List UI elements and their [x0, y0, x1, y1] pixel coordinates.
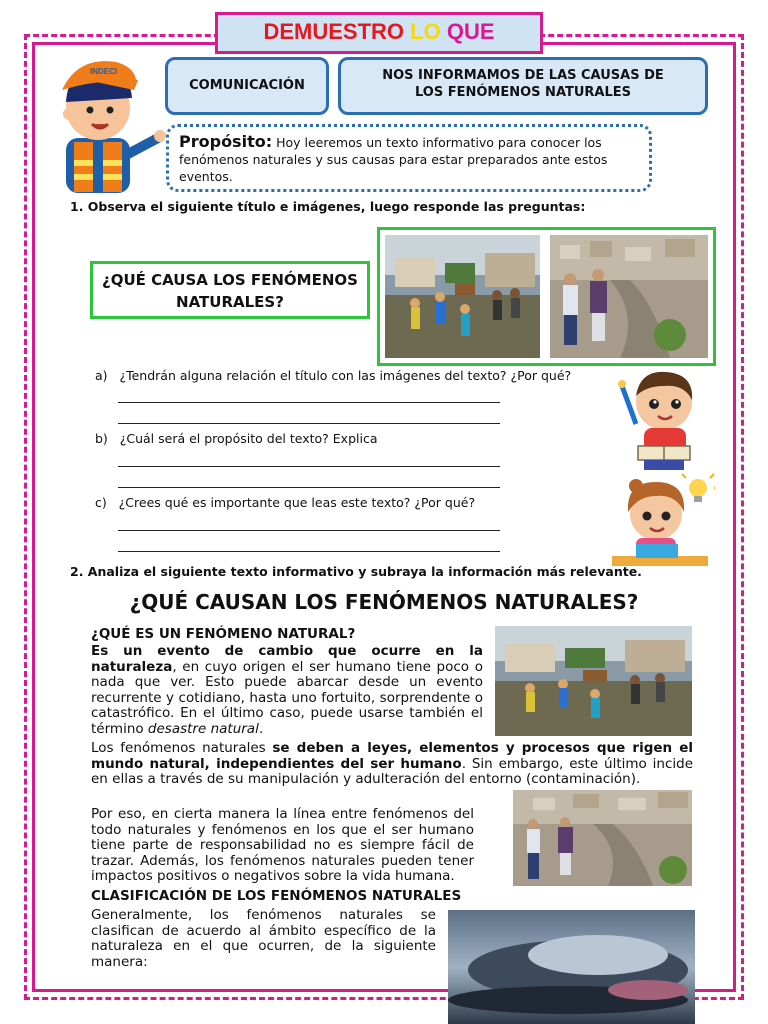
question-b-text: ¿Cuál será el propósito del texto? Explica: [119, 431, 378, 446]
rescue-worker-mascot-icon: [38, 50, 168, 195]
paragraph-definition: [91, 644, 483, 737]
topic-box: [338, 57, 708, 115]
question-title-box: [90, 261, 370, 319]
answer-line[interactable]: [118, 402, 500, 403]
answer-line[interactable]: [118, 487, 500, 488]
boy-reading-icon: [616, 366, 704, 472]
storm-cloud-photo-icon: [448, 910, 695, 1024]
paragraph-definition-end: .: [258, 720, 264, 737]
title-word-2: LO: [410, 19, 441, 44]
question-c-letter: c): [95, 495, 107, 510]
answer-line[interactable]: [118, 466, 500, 467]
paragraph-causes-rest: . Sin embargo, este último incide en ellas a través de su manipulación y adulteración del entorno (contaminación).: [91, 755, 693, 787]
subheading-classification: CLASIFICACIÓN DE LOS FENÓMENOS NATURALES: [91, 888, 462, 904]
paragraph-definition-italic: desastre natural: [147, 720, 259, 737]
question-title-line-2: NATURALES?: [176, 293, 284, 311]
title-banner: [215, 12, 543, 54]
purpose-box: [166, 124, 652, 192]
question-b-letter: b): [95, 431, 108, 446]
question-c-text: ¿Crees qué es importante que leas este texto? ¿Por qué?: [118, 495, 476, 510]
title-word-1: DEMUESTRO: [263, 19, 405, 44]
answer-line[interactable]: [118, 530, 500, 531]
topic-line-1: NOS INFORMAMOS DE LAS CAUSAS DE: [382, 68, 664, 83]
flood-photo-icon: [495, 626, 692, 736]
landslide-photo-icon: [550, 235, 708, 358]
purpose-label: Propósito:: [179, 132, 273, 151]
answer-line[interactable]: [118, 551, 500, 552]
question-a-text: ¿Tendrán alguna relación el título con las imágenes del texto? ¿Por qué?: [119, 368, 572, 383]
purpose-text: Hoy leeremos un texto informativo para conocer los fenómenos naturales y sus causas para estar preparados ante estos eventos.: [179, 135, 608, 184]
paragraph-causes-bold: se deben a leyes, elementos y procesos que rigen el mundo natural, independientes del ser humano: [91, 740, 693, 772]
question-a-letter: a): [95, 368, 108, 383]
subheading-definition: ¿QUÉ ES UN FENÓMENO NATURAL?: [91, 626, 356, 642]
paragraph-definition-bold: Es un evento de cambio que ocurre en la naturaleza: [91, 643, 483, 675]
section1-instruction: 1. Observa el siguiente título e imágenes, luego responde las preguntas:: [70, 199, 586, 214]
question-c: [95, 495, 475, 510]
topic-line-2: LOS FENÓMENOS NATURALES: [414, 85, 632, 100]
paragraph-responsibility: Por eso, en cierta manera la línea entre fenómenos del todo naturales y fenómenos en los que el ser humano tiene parte de responsabilidad no es siempre fácil de trazar. Además, los fenómenos naturales pueden tener impactos positivos o negativos sobre la vida humana.: [91, 806, 474, 884]
article-heading: ¿QUÉ CAUSAN LOS FENÓMENOS NATURALES?: [129, 590, 639, 614]
question-title-line-1: ¿QUÉ CAUSA LOS FENÓMENOS: [102, 271, 358, 289]
svg-text:INDECI: INDECI: [90, 67, 118, 76]
question-a: [95, 368, 571, 383]
landslide-photo-icon: [513, 790, 692, 886]
paragraph-causes-start: Los fenómenos naturales: [91, 740, 273, 756]
girl-idea-icon: [610, 472, 715, 572]
answer-line[interactable]: [118, 423, 500, 424]
flood-photo-icon: [385, 235, 540, 358]
photo-frame: [377, 227, 716, 366]
section2-instruction: 2. Analiza el siguiente texto informativo y subraya la información más relevante.: [70, 564, 642, 579]
paragraph-causes: [91, 741, 693, 788]
paragraph-definition-text: , en cuyo origen el ser humano tiene poco o nada que ver. Esto puede abarcar desde un evento recurrente y cotidiano, hasta uno fortuito, sorprendente o catastrófico. En el último caso, puede usarse también el término: [91, 658, 483, 737]
paragraph-classification: Generalmente, los fenómenos naturales se clasifican de acuerdo al ámbito específico de la naturaleza en el que ocurren, de la siguiente manera:: [91, 907, 436, 970]
question-b: [95, 431, 377, 446]
title-word-3: QUE: [446, 19, 495, 44]
subject-area-box: COMUNICACIÓN: [165, 57, 329, 115]
